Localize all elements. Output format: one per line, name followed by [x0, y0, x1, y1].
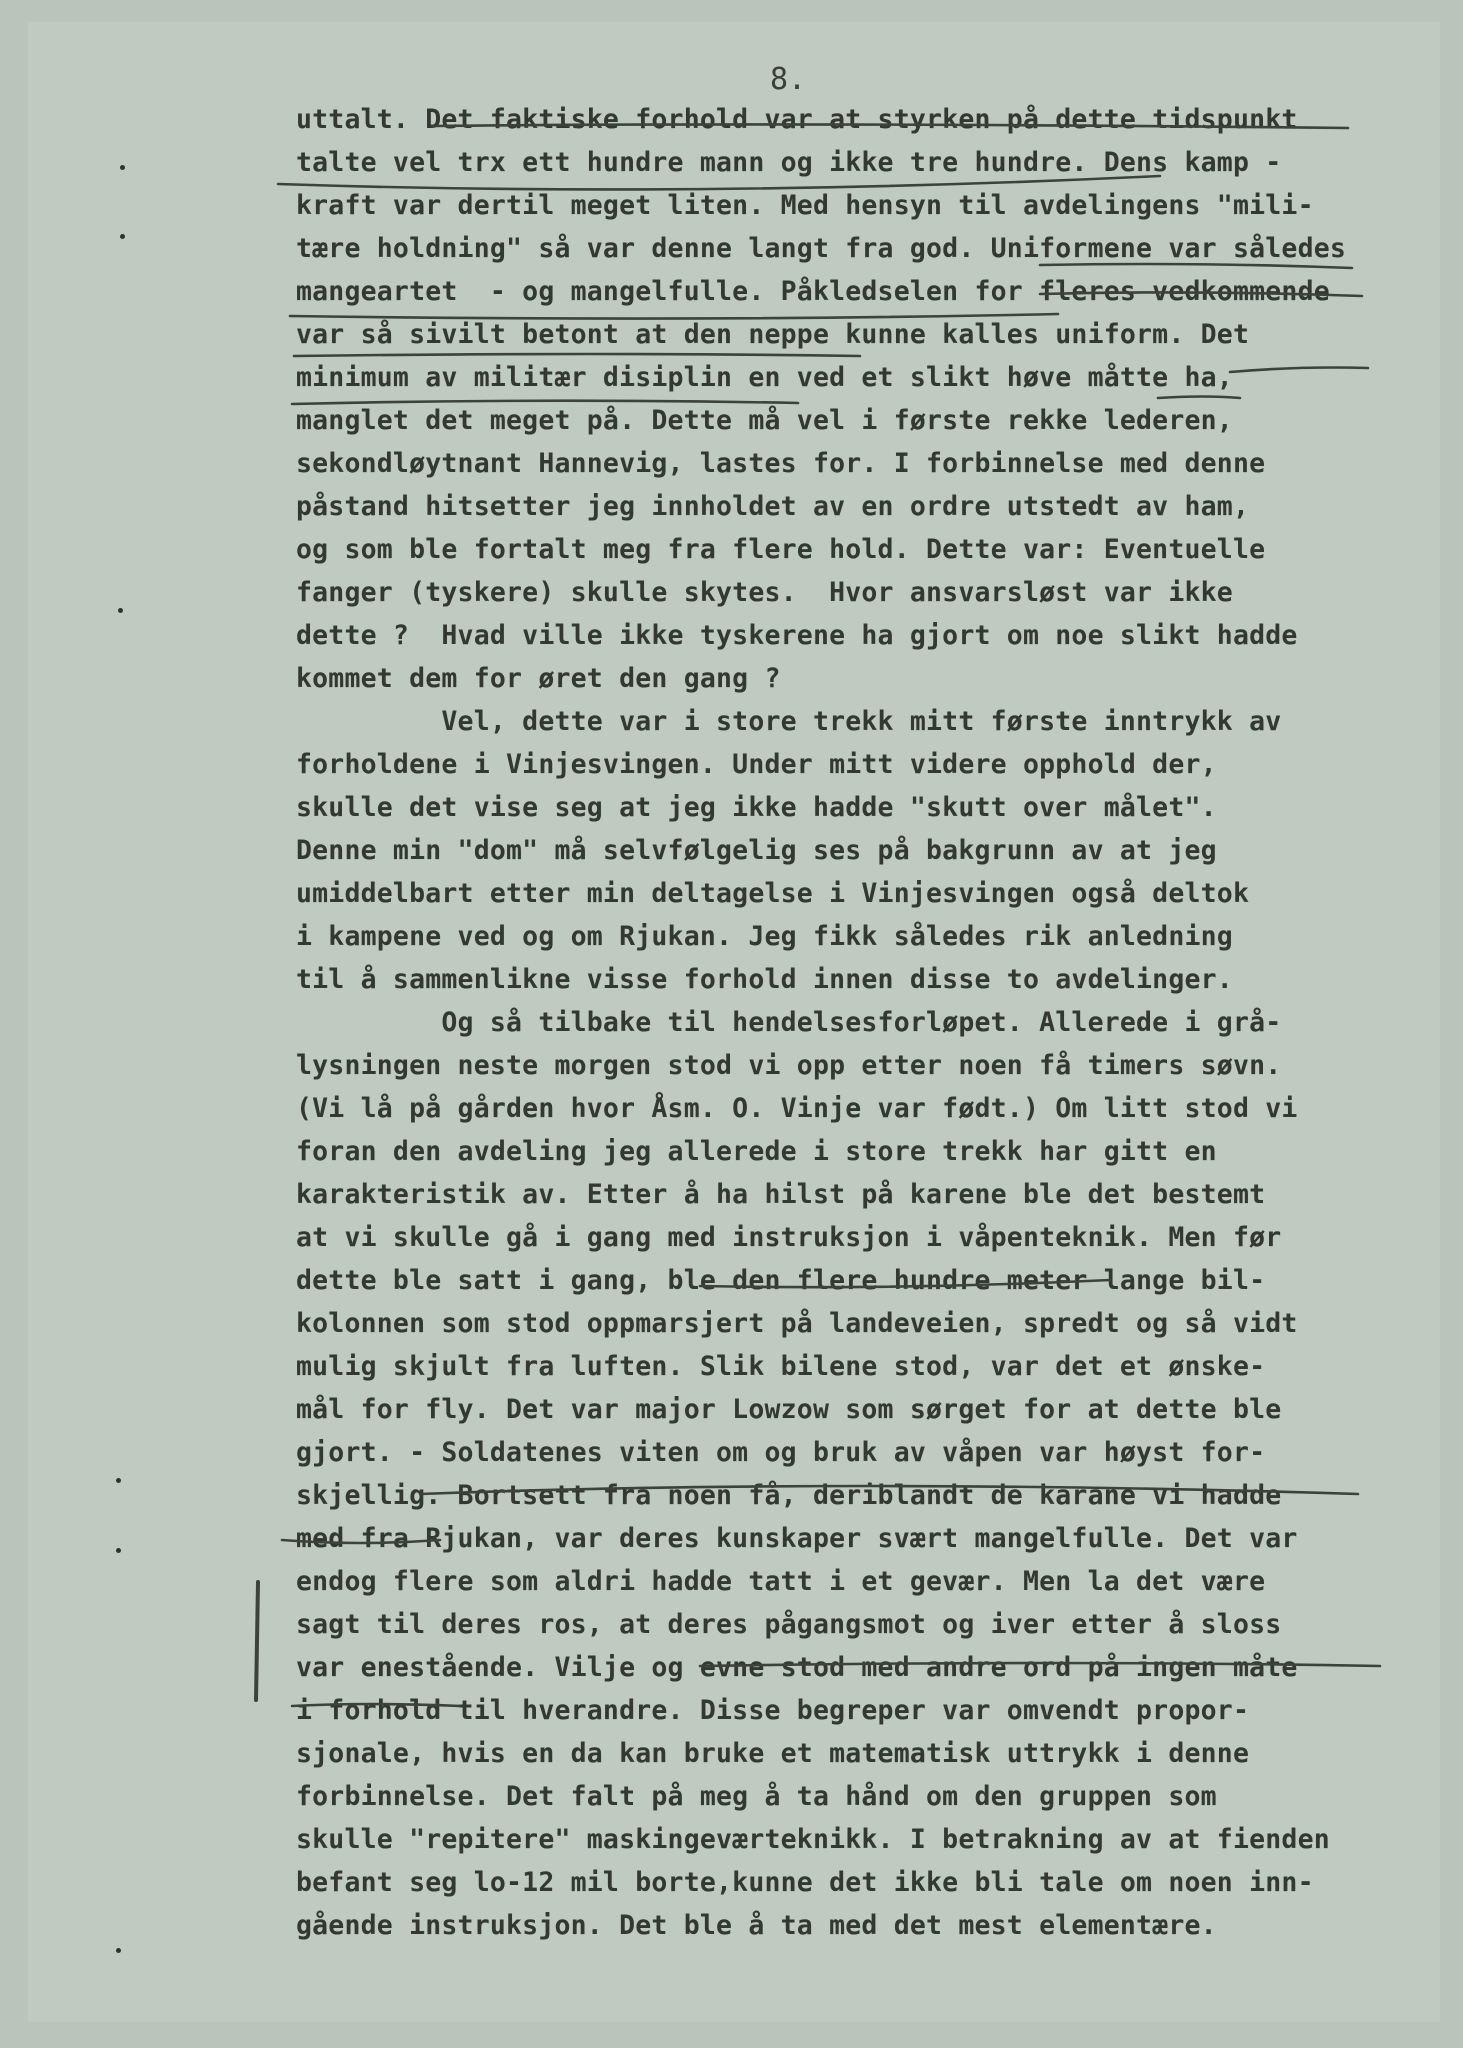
typewritten-text [296, 98, 1406, 1947]
text-line: sjonale, hvis en da kan bruke et matematisk uttrykk i denne [296, 1738, 1250, 1769]
text-line: med fra Rjukan, var deres kunskaper svært mangelfulle. Det var [296, 1523, 1298, 1554]
text-line: Vel, dette var i store trekk mitt første inntrykk av [296, 706, 1282, 737]
text-line: at vi skulle gå i gang med instruksjon i våpenteknik. Men før [296, 1222, 1282, 1253]
text-line: var enestående. Vilje og evne stod med andre ord på ingen måte [296, 1652, 1298, 1683]
text-line: endog flere som aldri hadde tatt i et gevær. Men la det være [296, 1566, 1266, 1597]
margin-dot [116, 1948, 121, 1953]
text-line: lysningen neste morgen stod vi opp etter noen få timers søvn. [296, 1050, 1282, 1081]
text-line: skjellig. Bortsett fra noen få, deriblandt de karane vi hadde [296, 1480, 1282, 1511]
text-line: (Vi lå på gården hvor Åsm. O. Vinje var født.) Om litt stod vi [296, 1093, 1298, 1124]
text-line: mål for fly. Det var major Lowzow som sørget for at dette ble [296, 1394, 1282, 1425]
margin-dot [116, 1548, 121, 1553]
text-line: Denne min "dom" må selvfølgelig ses på bakgrunn av at jeg [296, 835, 1217, 866]
text-line: sekondløytnant Hannevig, lastes for. I forbinnelse med denne [296, 448, 1266, 479]
text-line: fanger (tyskere) skulle skytes. Hvor ansvarsløst var ikke [296, 577, 1233, 608]
page-number: 8. [770, 62, 807, 97]
text-line: kommet dem for øret den gang ? [296, 663, 781, 694]
text-line: tære holdning" så var denne langt fra god. Uniformene var således [296, 233, 1347, 264]
text-line: forholdene i Vinjesvingen. Under mitt videre opphold der, [296, 749, 1217, 780]
text-line: var så sivilt betont at den neppe kunne kalles uniform. Det [296, 319, 1250, 350]
text-line: kraft var dertil meget liten. Med hensyn til avdelingens "mili- [296, 190, 1314, 221]
text-line: Og så tilbake til hendelsesforløpet. Allerede i grå- [296, 1007, 1282, 1038]
text-line: i forhold til hverandre. Disse begreper var omvendt propor- [296, 1695, 1250, 1726]
text-line: påstand hitsetter jeg innholdet av en ordre utstedt av ham, [296, 491, 1250, 522]
text-line: skulle det vise seg at jeg ikke hadde "skutt over målet". [296, 792, 1217, 823]
margin-dot [116, 1478, 121, 1483]
text-line: dette ? Hvad ville ikke tyskerene ha gjort om noe slikt hadde [296, 620, 1298, 651]
text-line: mulig skjult fra luften. Slik bilene stod, var det et ønske- [296, 1351, 1266, 1382]
margin-dot [120, 165, 125, 170]
text-line: minimum av militær disiplin en ved et slikt høve måtte ha, [296, 362, 1233, 393]
text-line: forbinnelse. Det falt på meg å ta hånd om den gruppen som [296, 1781, 1217, 1812]
text-line: dette ble satt i gang, ble den flere hundre meter lange bil- [296, 1265, 1266, 1296]
text-line: umiddelbart etter min deltagelse i Vinjesvingen også deltok [296, 878, 1250, 909]
text-line: foran den avdeling jeg allerede i store trekk har gitt en [296, 1136, 1217, 1167]
text-line: mangeartet - og mangelfulle. Påkledselen for fleres vedkommende [296, 276, 1330, 307]
margin-dot [120, 234, 125, 239]
margin-dot [118, 608, 123, 613]
text-line: i kampene ved og om Rjukan. Jeg fikk således rik anledning [296, 921, 1233, 952]
text-line: manglet det meget på. Dette må vel i første rekke lederen, [296, 405, 1233, 436]
text-line: talte vel trx ett hundre mann og ikke tre hundre. Dens kamp - [296, 147, 1282, 178]
text-line: gående instruksjon. Det ble å ta med det mest elementære. [296, 1910, 1217, 1941]
text-line: skulle "repitere" maskingeværteknikk. I betrakning av at fienden [296, 1824, 1330, 1855]
text-line: til å sammenlikne visse forhold innen disse to avdelinger. [296, 964, 1233, 995]
text-line: sagt til deres ros, at deres pågangsmot og iver etter å sloss [296, 1609, 1282, 1640]
text-line: gjort. - Soldatenes viten om og bruk av våpen var høyst for- [296, 1437, 1266, 1468]
text-line: befant seg lo-12 mil borte,kunne det ikke bli tale om noen inn- [296, 1867, 1314, 1898]
text-line: kolonnen som stod oppmarsjert på landeveien, spredt og så vidt [296, 1308, 1298, 1339]
text-line: uttalt. Det faktiske forhold var at styrken på dette tidspunkt [296, 104, 1298, 135]
text-line: karakteristik av. Etter å ha hilst på karene ble det bestemt [296, 1179, 1266, 1210]
text-line: og som ble fortalt meg fra flere hold. Dette var: Eventuelle [296, 534, 1266, 565]
